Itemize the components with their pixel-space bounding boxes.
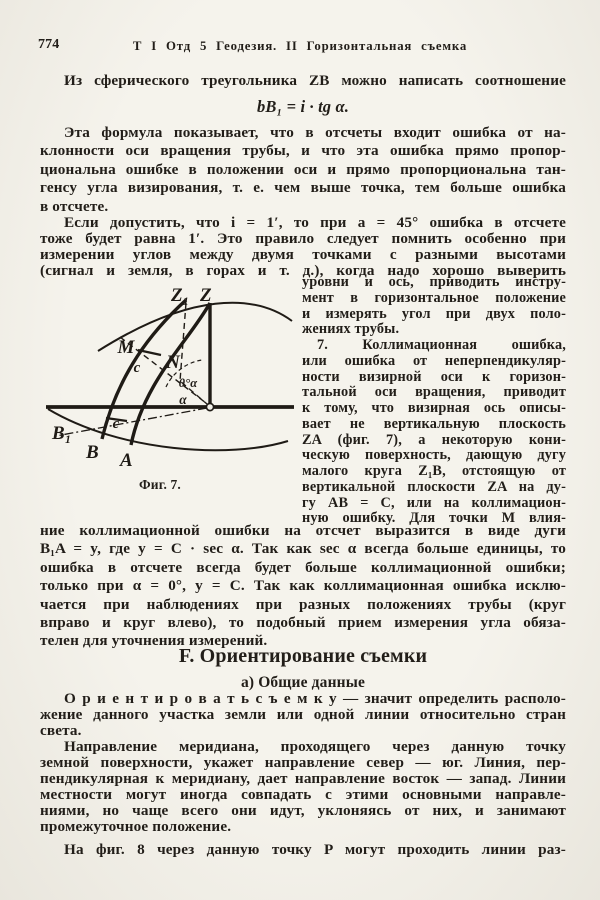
text-line: B₁A = y, где y = C · sec α. Так как sec α всегда больше единицы, то <box>40 540 566 558</box>
dashdot-line-b1-pivot <box>56 408 207 436</box>
formula: bB₁ = i · tg α. <box>256 97 350 116</box>
text-line: Эта формула показывает, что в отсчеты входит ошибка от на- <box>64 124 566 141</box>
text-line: чается при наблюдениях при разных положениях трубы (круг <box>40 595 566 613</box>
text-line: О р и е н т и р о в а т ь с ъ е м к у — значит определить располо- <box>64 690 566 707</box>
text-line: земной поверхности, укажет направление север — юг. Линия, пер- <box>40 753 566 771</box>
label-b: B <box>86 442 99 463</box>
text-line: ности визирной оси к горизон- <box>302 368 566 385</box>
text-line: ную ошибку. Для точки M влия- <box>302 510 566 527</box>
paragraph-rule <box>40 215 566 279</box>
collimation-error-heading: 7. Коллимационная ошибка, <box>317 337 566 353</box>
page-number: 774 <box>38 37 60 52</box>
text-line: к тому, что визирная ось описы- <box>302 400 566 416</box>
text-line: ошибка в отсчете всегда будет больше коллимационной ошибки; <box>40 558 566 576</box>
label-n: N <box>166 352 180 373</box>
text-line: ние коллимационной ошибки на отсчет выразится в виде дуги <box>40 522 566 539</box>
pivot-point <box>206 403 213 410</box>
text-line: местности могут иногда совпадать с этими основными направле- <box>40 785 566 803</box>
text-line: света. <box>40 722 82 740</box>
text-line: вправо и круг влево), то подобный прием измерения угла обяза- <box>40 614 566 632</box>
collimation-error-figure <box>40 287 298 475</box>
text-line: ниями, но чаще всего они идут, уклоняясь от них, и занимают <box>40 801 566 819</box>
text-line: ZA (фиг. 7), а некоторую кони- <box>302 431 566 448</box>
running-title: Т I Отд 5 Геодезия. II Горизонтальная съемка <box>132 39 468 53</box>
label-z1: Z₁ <box>171 287 190 306</box>
label-c-lower: c <box>112 416 120 432</box>
text-line: только при α = 0°, y = C. Так как коллимационная ошибка исклю- <box>40 577 566 595</box>
text-line: гу AB = C, или на коллимацион- <box>302 494 566 511</box>
text-line: ческую поверхность, дающую дугу <box>302 447 566 464</box>
text-line: измерении углов между двумя точками с разными высотами <box>40 245 566 263</box>
label-c-upper: c <box>133 360 141 376</box>
text-line: вертикальной плоскости ZA на ду- <box>302 478 566 495</box>
paragraph-orientation-definition <box>40 691 566 740</box>
text-line: генсу угла визирования, т. е. чем выше точка, тем больше ошибка <box>40 179 566 197</box>
text-line: промежуточное положение. <box>40 817 232 835</box>
text-line: циональна ошибке в положении оси и прямо пропорциональна тан- <box>40 160 566 178</box>
text-column-beside-figure <box>302 275 566 527</box>
label-b1: B₁ <box>52 423 72 444</box>
label-a: A <box>120 450 133 471</box>
label-z: Z <box>200 287 212 306</box>
label-angle-alpha: α <box>179 392 187 407</box>
text-line: телен для уточнения измерений. <box>40 632 268 650</box>
paragraph-spherical-triangle <box>40 72 566 90</box>
label-m: M <box>117 337 135 358</box>
text-line: уровни и ось, приводить инстру- <box>302 274 566 290</box>
section-title: F. Ориентирование съемки <box>178 645 428 667</box>
text-line: Направление меридиана, проходящего через данную точку <box>64 738 566 755</box>
text-line: вает не вертикальную плоскость <box>302 415 566 432</box>
figure-caption: Фиг. 7. <box>139 477 181 492</box>
text-line: или ошибка от неперпендикуляр- <box>302 352 566 369</box>
label-angle-0-alpha: 0°α <box>178 376 198 390</box>
text-line: тальной оси вращения, приводит <box>302 384 566 401</box>
text-line: малого круга Z₁B, отстоящую от <box>302 463 566 479</box>
arc-z-a <box>131 303 210 445</box>
text-line: клонности оси вращения трубы, и что эта ошибка прямо пропор- <box>40 142 566 160</box>
text-line: пендикулярная к меридиану, дает направление восток — запад. Линии <box>40 769 566 787</box>
paragraph-meridian <box>40 739 566 834</box>
paragraph-collimation-continued <box>40 522 566 651</box>
text-line: Если допустить, что i = 1′, то при a = 45° ошибка в отсчете <box>64 214 566 231</box>
text-line: На фиг. 8 через данную точку P могут проходить линии раз- <box>64 841 566 858</box>
text-line: и измерять угол при двух поло- <box>302 305 566 322</box>
figure-7-diagram <box>40 287 298 475</box>
text-line: жение данного участка земли или одной линии относительно стран <box>40 706 566 724</box>
paragraph-formula-explanation <box>40 124 566 216</box>
section-subtitle: а) Общие данные <box>240 674 366 691</box>
text-line: мент в горизонтальное положение <box>302 289 566 306</box>
text-line: Из сферического треугольника ZB можно написать соотношение <box>64 72 566 89</box>
paragraph-fig8-intro <box>40 841 566 859</box>
text-line: (сигнал и земля, в горах и т. д.), когда надо хорошо выверить <box>40 261 566 279</box>
text-line: в отсчете. <box>40 197 109 215</box>
text-line: жениях трубы. <box>302 321 400 338</box>
text-line: тоже будет равна 1′. Это правило следует помнить особенно при <box>40 229 566 247</box>
